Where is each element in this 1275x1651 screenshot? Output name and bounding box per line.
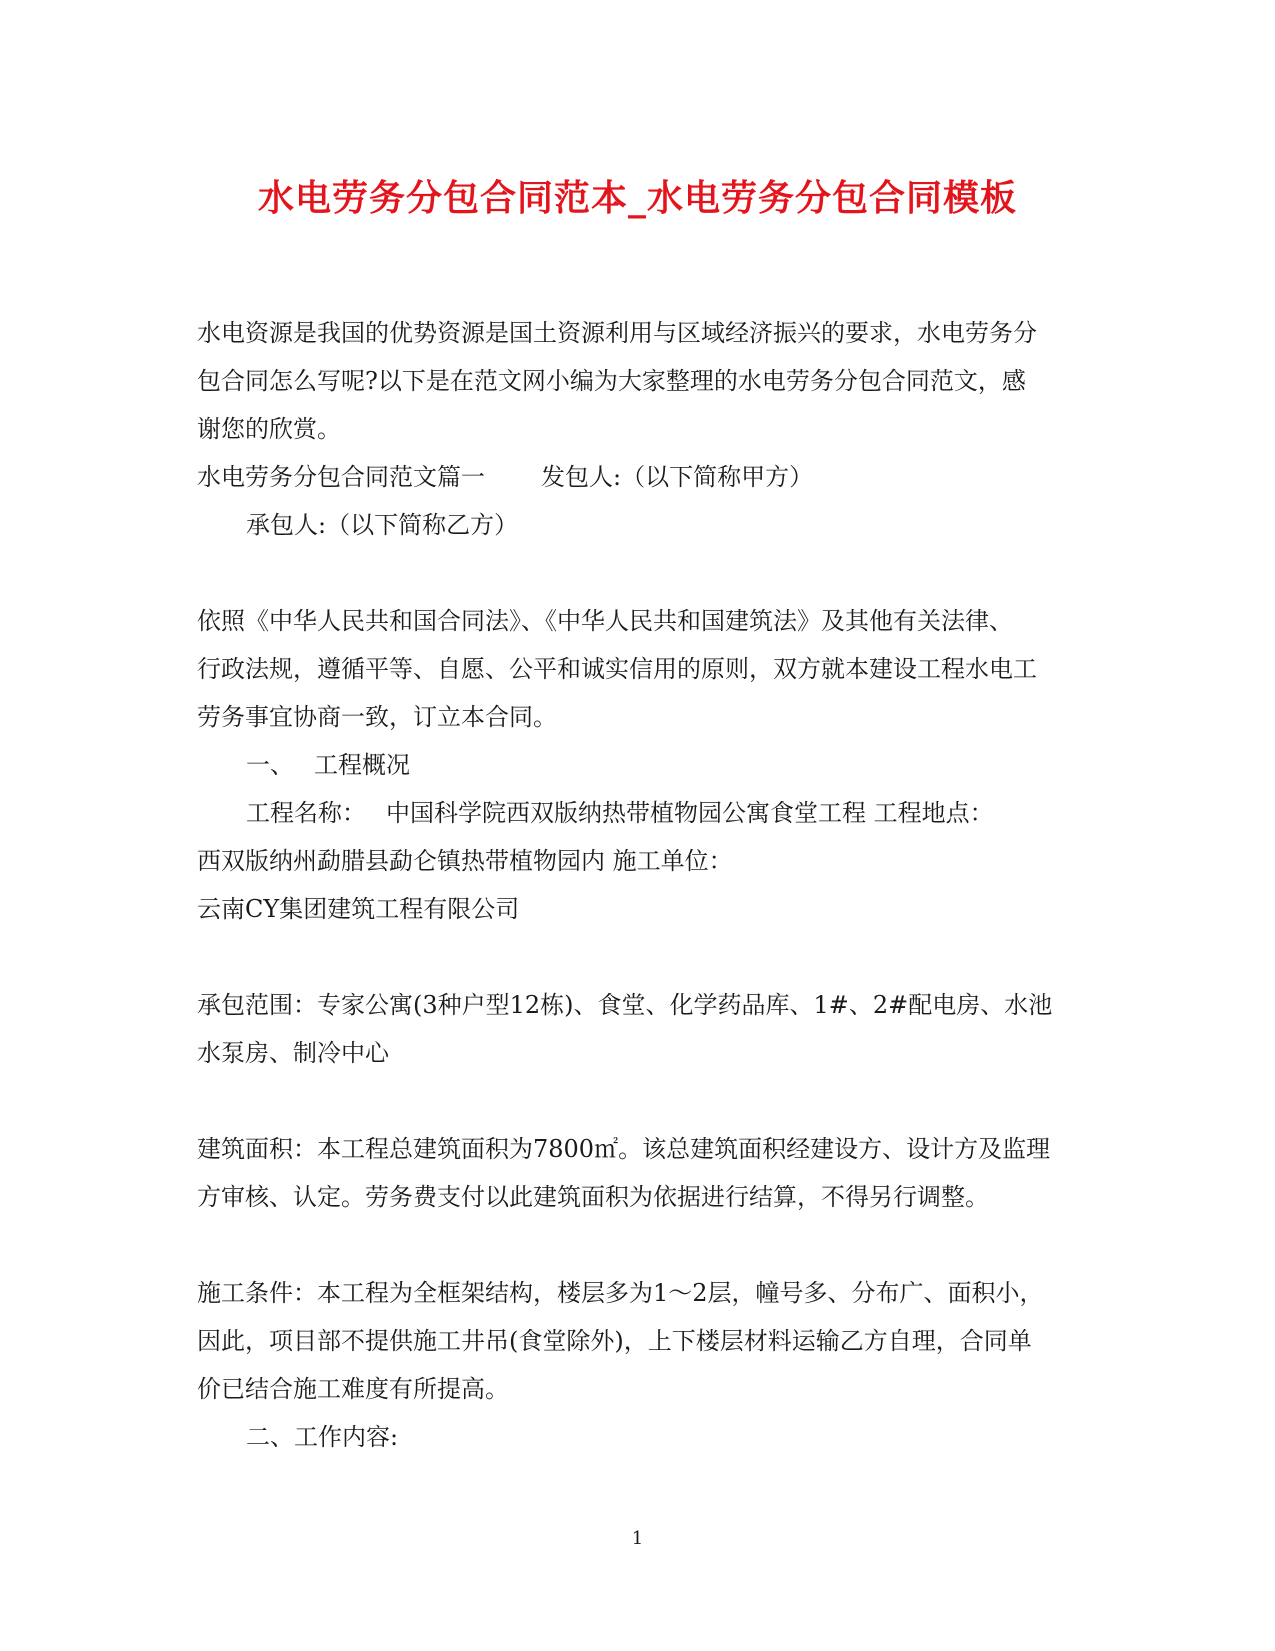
area-line-2: 方审核、认定。劳务费支付以此建筑面积为依据进行结算，不得另行调整。 [197,1183,989,1211]
employer-label: 发包人:（以下简称甲方） [541,463,814,491]
intro-line-1: 水电资源是我国的优势资源是国土资源利用与区域经济振兴的要求，水电劳务分 [197,319,1037,347]
conditions-line-1: 施工条件：本工程为全框架结构，楼层多为1～2层，幢号多、分布广、面积小， [197,1279,1044,1307]
intro-line-3: 谢您的欣赏。 [197,415,341,443]
scope-line-1: 承包范围：专家公寓(3种户型12栋)、食堂、化学药品库、1#、2#配电房、水池 [197,991,1053,1019]
preamble-line-1: 依照《中华人民共和国合同法》、《中华人民共和国建筑法》及其他有关法律、 [197,607,1013,635]
page-number: 1 [631,1528,644,1549]
project-name-line [246,798,994,828]
area-line-1: 建筑面积：本工程总建筑面积为7800㎡。该总建筑面积经建设方、设计方及监理 [197,1135,1051,1163]
project-name-value: 中国科学院西双版纳热带植物园公寓食堂工程 工程地点： [386,799,994,827]
conditions-line-3: 价已结合施工难度有所提高。 [197,1375,509,1403]
project-name-label: 工程名称： [246,799,366,827]
document-title: 水电劳务分包合同范本_水电劳务分包合同模板 [257,178,1017,219]
section-1-number: 一、 [246,751,294,779]
section-2-heading: 二、工作内容: [246,1423,399,1451]
intro-line-2: 包合同怎么写呢?以下是在范文网小编为大家整理的水电劳务分包合同范文，感 [197,367,1026,395]
scope-line-2: 水泵房、制冷中心 [197,1039,389,1067]
conditions-line-2: 因此，项目部不提供施工井吊(食堂除外)，上下楼层材料运输乙方自理，合同单 [197,1327,1032,1355]
section-1-heading [246,750,410,780]
contract-heading-line [197,462,813,492]
contract-heading: 水电劳务分包合同范文篇一 [197,463,485,491]
construction-unit-line: 云南CY集团建筑工程有限公司 [197,895,520,923]
section-1-title: 工程概况 [314,751,410,779]
preamble-line-3: 劳务事宜协商一致，订立本合同。 [197,703,557,731]
project-location-line: 西双版纳州勐腊县勐仑镇热带植物园内 施工单位： [197,847,733,875]
contractor-label: 承包人:（以下简称乙方） [246,511,519,539]
preamble-line-2: 行政法规，遵循平等、自愿、公平和诚实信用的原则，双方就本建设工程水电工 [197,655,1037,683]
